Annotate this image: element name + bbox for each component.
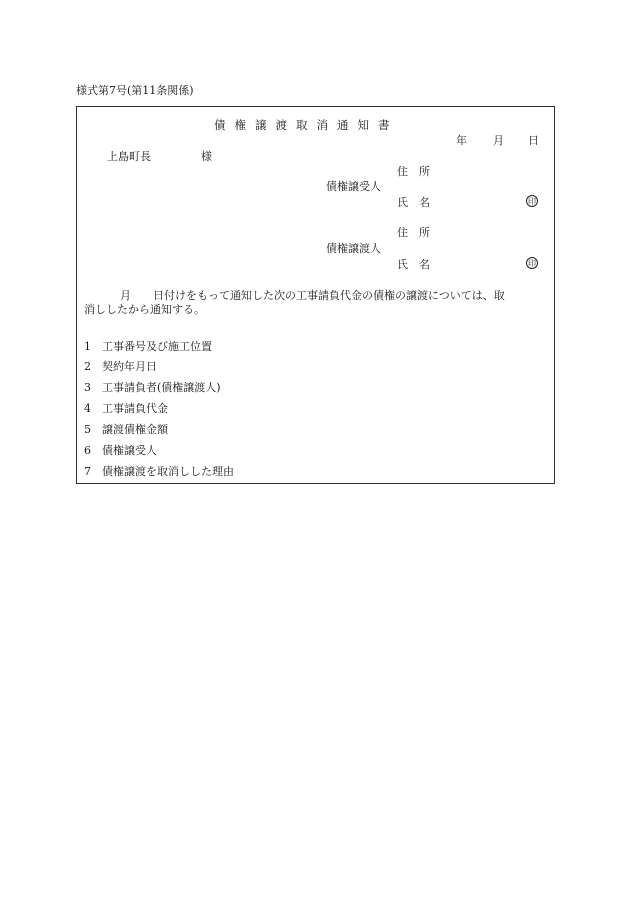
form-number-label: 様式第7号(第11条関係) — [76, 84, 194, 97]
document-title: 債権譲渡取消通知書 — [214, 118, 399, 132]
list-item — [84, 360, 157, 374]
assignor-name-label: 氏 名 — [397, 258, 430, 271]
addressee-name: 上島町長 — [107, 150, 151, 163]
assignor-seal-icon: 印 — [528, 259, 536, 268]
date-day: 日 — [528, 134, 539, 147]
list-item-number: 5 — [84, 423, 91, 436]
date-month: 月 — [493, 134, 504, 147]
list-item-label: 債権譲受人 — [102, 444, 157, 457]
list-item-number: 2 — [84, 360, 91, 373]
assignor-address-label: 住 所 — [397, 226, 430, 239]
list-item — [84, 444, 157, 458]
notice-body-line2: 消ししたから通知する。 — [84, 303, 205, 316]
list-item-number: 1 — [84, 340, 91, 353]
list-item — [84, 402, 168, 416]
list-item-label: 工事請負代金 — [102, 402, 168, 415]
list-item-number: 4 — [84, 402, 91, 415]
list-item-number: 7 — [84, 465, 91, 478]
notice-body-line1: 月 日付けをもって通知した次の工事請負代金の債権の譲渡については、取 — [120, 289, 505, 302]
list-item — [84, 340, 212, 354]
list-item — [84, 381, 221, 395]
date-year: 年 — [456, 134, 467, 147]
list-item — [84, 465, 234, 479]
assignee-name-label: 氏 名 — [397, 196, 430, 209]
list-item-label: 工事請負者(債権譲渡人) — [102, 381, 221, 394]
list-item-label: 債権譲渡を取消しした理由 — [102, 465, 234, 478]
list-item-label: 契約年月日 — [102, 360, 157, 373]
assignee-address-label: 住 所 — [397, 165, 430, 178]
list-item — [84, 423, 168, 437]
list-item-number: 3 — [84, 381, 91, 394]
addressee-honorific: 様 — [201, 150, 212, 163]
assignee-role: 債権譲受人 — [326, 180, 381, 193]
assignor-role: 債権譲渡人 — [326, 242, 381, 255]
list-item-label: 譲渡債権金額 — [102, 423, 168, 436]
list-item-label: 工事番号及び施工位置 — [102, 340, 212, 353]
assignee-seal-icon: 印 — [528, 197, 536, 206]
list-item-number: 6 — [84, 444, 91, 457]
